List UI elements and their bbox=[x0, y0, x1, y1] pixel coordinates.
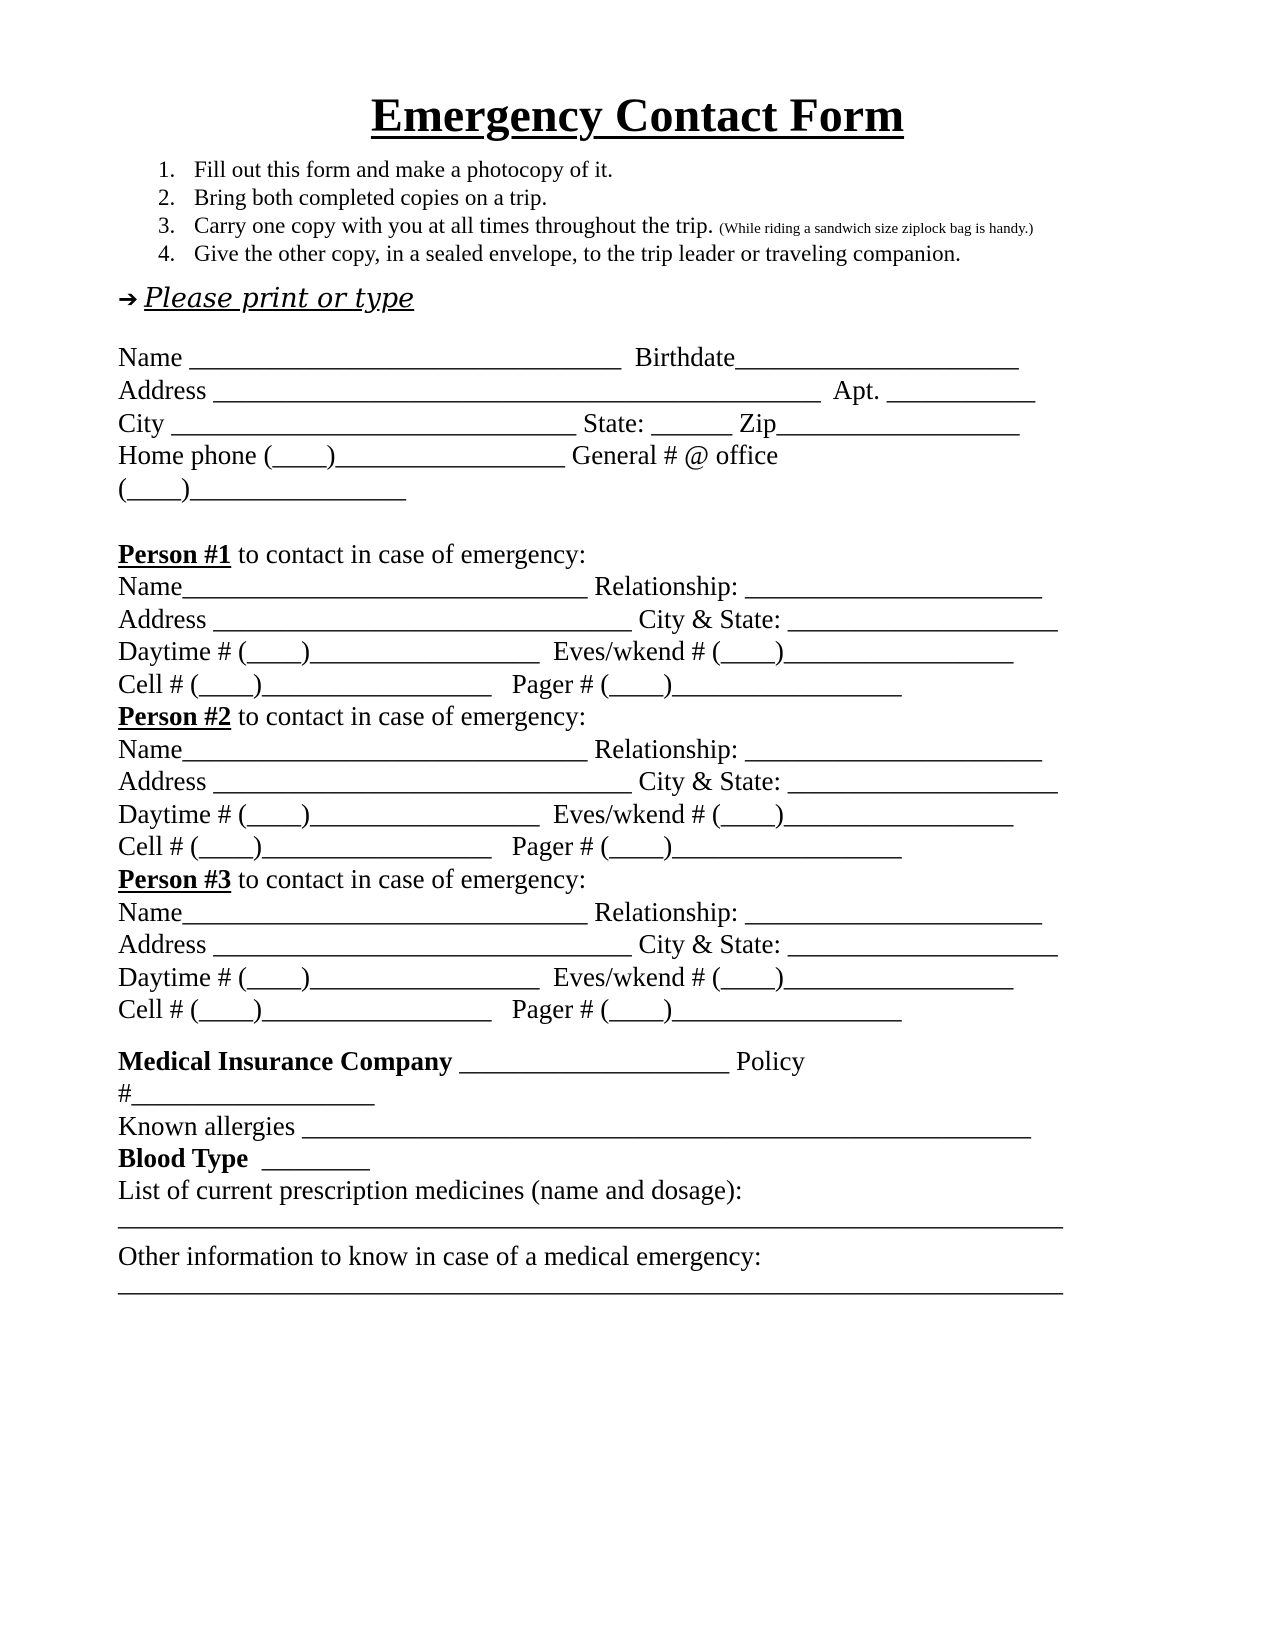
blood-type-label: Blood Type bbox=[118, 1143, 249, 1173]
home-phone-field[interactable]: Home phone (____)_________________ General # @ office bbox=[118, 440, 779, 470]
instruction-main: Bring both completed copies on a trip. bbox=[194, 185, 548, 210]
office-phone-field[interactable]: (____)________________ bbox=[118, 473, 406, 503]
person-1-address-field[interactable]: Address _______________________________ City & State: ____________________ bbox=[118, 604, 1058, 634]
person-heading-label: Person #3 bbox=[118, 864, 232, 894]
person-3-daytime-field[interactable]: Daytime # (____)_________________ Eves/wkend # (____)_________________ bbox=[118, 962, 1014, 992]
page-title: Emergency Contact Form bbox=[370, 89, 905, 142]
insurance-label: Medical Insurance Company bbox=[118, 1046, 453, 1076]
person-2-address-field[interactable]: Address _______________________________ City & State: ____________________ bbox=[118, 766, 1058, 796]
instructions-list bbox=[158, 156, 1158, 268]
instruction-number: 1. bbox=[158, 157, 176, 182]
instruction-note: (While riding a sandwich size ziplock bag is handy.) bbox=[719, 221, 1034, 237]
person-2-name-field[interactable]: Name______________________________ Relationship: ______________________ bbox=[118, 734, 1042, 764]
instruction-text bbox=[194, 240, 961, 268]
print-note bbox=[118, 283, 414, 315]
instruction-main: Fill out this form and make a photocopy of it. bbox=[194, 157, 614, 182]
person-heading-rest: to contact in case of emergency: bbox=[231, 539, 587, 569]
person-heading-rest: to contact in case of emergency: bbox=[231, 701, 587, 731]
person-2-cell-field[interactable]: Cell # (____)_________________ Pager # (____)_________________ bbox=[118, 831, 902, 861]
person-1-daytime-field[interactable]: Daytime # (____)_________________ Eves/wkend # (____)_________________ bbox=[118, 636, 1014, 666]
person-3-cell-field[interactable]: Cell # (____)_________________ Pager # (____)_________________ bbox=[118, 994, 902, 1024]
instruction-number: 3. bbox=[158, 213, 176, 238]
person-3-address-field[interactable]: Address _______________________________ City & State: ____________________ bbox=[118, 929, 1058, 959]
instruction-text bbox=[194, 184, 547, 212]
instruction-item bbox=[158, 240, 1158, 268]
instruction-text bbox=[194, 212, 1033, 243]
insurance-field[interactable] bbox=[118, 1045, 805, 1077]
instruction-item bbox=[158, 184, 1158, 212]
instruction-main: Carry one copy with you at all times throughout the trip. bbox=[194, 213, 720, 238]
person-1-name-field[interactable]: Name______________________________ Relationship: ______________________ bbox=[118, 571, 1042, 601]
person-3-heading bbox=[118, 863, 586, 895]
person-1-heading bbox=[118, 538, 586, 570]
city-state-zip-field[interactable]: City ______________________________ State: ______ Zip__________________ bbox=[118, 408, 1020, 438]
instruction-item bbox=[158, 212, 1158, 240]
instruction-number: 2. bbox=[158, 185, 176, 210]
insurance-blank: ____________________ Policy bbox=[452, 1046, 806, 1076]
allergies-field[interactable]: Known allergies ______________________________________________________ bbox=[118, 1111, 1031, 1141]
instruction-number: 4. bbox=[158, 241, 176, 266]
policy-number-field[interactable]: #__________________ bbox=[118, 1078, 375, 1108]
arrow-right-icon: ➔ bbox=[118, 285, 139, 313]
print-note-text: Please print or type bbox=[144, 283, 415, 314]
blood-type-blank: ________ bbox=[248, 1143, 370, 1173]
address-apt-field[interactable]: Address _____________________________________________ Apt. ___________ bbox=[118, 375, 1036, 405]
other-info-field[interactable]: ______________________________________________________________________ bbox=[118, 1267, 1063, 1297]
prescriptions-field[interactable]: ______________________________________________________________________ bbox=[118, 1201, 1063, 1231]
person-3-name-field[interactable]: Name______________________________ Relationship: ______________________ bbox=[118, 897, 1042, 927]
blood-type-field[interactable] bbox=[118, 1142, 370, 1174]
other-info-label: Other information to know in case of a medical emergency: bbox=[118, 1241, 762, 1271]
person-heading-label: Person #1 bbox=[118, 539, 232, 569]
person-1-cell-field[interactable]: Cell # (____)_________________ Pager # (____)_________________ bbox=[118, 669, 902, 699]
person-heading-label: Person #2 bbox=[118, 701, 232, 731]
name-birthdate-field[interactable]: Name ________________________________ Birthdate_____________________ bbox=[118, 342, 1019, 372]
instruction-text bbox=[194, 156, 613, 184]
instruction-item bbox=[158, 156, 1158, 184]
person-heading-rest: to contact in case of emergency: bbox=[231, 864, 587, 894]
person-2-heading bbox=[118, 700, 586, 732]
instruction-main: Give the other copy, in a sealed envelope, to the trip leader or traveling companion. bbox=[194, 241, 961, 266]
person-2-daytime-field[interactable]: Daytime # (____)_________________ Eves/wkend # (____)_________________ bbox=[118, 799, 1014, 829]
prescriptions-label: List of current prescription medicines (name and dosage): bbox=[118, 1175, 743, 1205]
